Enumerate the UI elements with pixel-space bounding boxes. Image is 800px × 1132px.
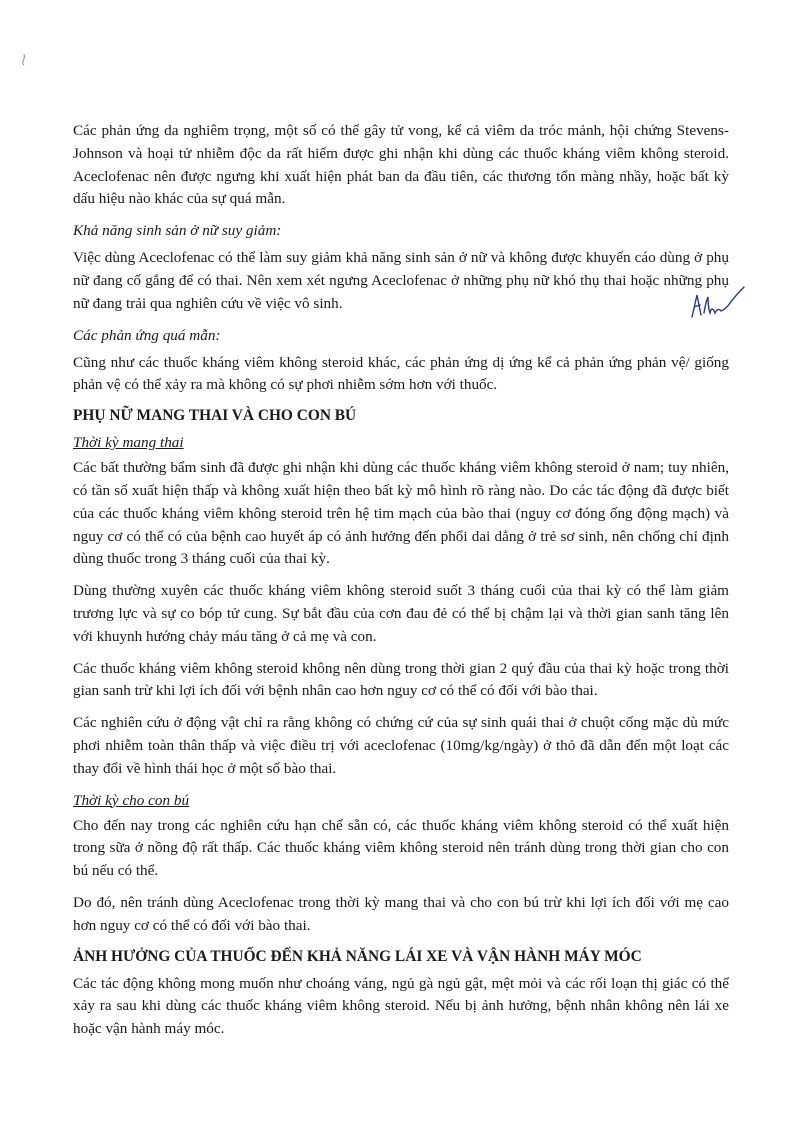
- paragraph-fertility: Việc dùng Aceclofenac có thể làm suy giảm khả năng sinh sản ở nữ và không được khuyến cáo dùng ở phụ nữ đang cố gắng để có thai. Nên xem xét ngưng Aceclofenac ở những phụ nữ khó thụ thai hoặc những phụ nữ đang trải qua nghiên cứu về việc vô sinh.: [73, 249, 729, 312]
- paragraph-skin-reactions: Các phản ứng da nghiêm trọng, một số có thể gây tử vong, kể cả viêm da tróc mảnh, hội chứng Stevens-Johnson và hoại tử nhiễm độc da rất hiếm được ghi nhận khi dùng các thuốc kháng viêm không steroid. Aceclofenac nên được ngưng khi xuất hiện phát ban da đầu tiên, các thương tổn màng nhầy, hoặc bất kỳ dấu hiệu nào khác của sự quá mẫn.: [73, 122, 729, 208]
- subheading-hypersensitivity: Các phản ứng quá mẫn:: [73, 326, 221, 344]
- paragraph-first-trimesters: Các thuốc kháng viêm không steroid không nên dùng trong thời gian 2 quý đầu của thai kỳ hoặc trong thời gian sanh trừ khi lợi ích đối với bệnh nhân cao hơn nguy cơ có thể có đối với bào thai.: [73, 659, 729, 700]
- paragraph-avoid-use: Do đó, nên tránh dùng Aceclofenac trong thời kỳ mang thai và cho con bú trừ khi lợi ích đối với mẹ cao hơn nguy cơ có thể có đối với bào thai.: [73, 893, 729, 934]
- paragraph-congenital: Các bất thường bẩm sinh đã được ghi nhận khi dùng các thuốc kháng viêm không steroid ở nam; tuy nhiên, có tần số xuất hiện thấp và không xuất hiện theo bất kỳ mô hình rõ ràng nào. Do các tác động đã được biết của các thuốc kháng viêm không steroid trên hệ tim mạch của bào thai (nguy cơ đóng ống động mạch) và nguy cơ có thể có của bệnh cao huyết áp có ảnh hưởng đến phổi dai dẳng ở trẻ sơ sinh, nên chống chỉ định dùng thuốc trong 3 tháng cuối của thai kỳ.: [73, 459, 729, 568]
- paragraph-animal-studies: Các nghiên cứu ở động vật chỉ ra rằng không có chứng cứ của sự sinh quái thai ở chuột cống mặc dù mức phơi nhiễm toàn thân thấp và việc điều trị với aceclofenac (10mg/kg/ngày) ở thỏ đã dẫn đến một loạt các thay đổi về hình thái học ở một số bào thai.: [73, 714, 729, 777]
- paragraph-third-trimester: Dùng thường xuyên các thuốc kháng viêm không steroid suốt 3 tháng cuối của thai kỳ có thể làm giảm trương lực và sự co bóp tử cung. Sự bắt đầu của cơn đau đẻ có thể bị chậm lại và thời gian sanh tăng lên với khuynh hướng chảy máu tăng ở cả mẹ và con.: [73, 582, 729, 645]
- subheading-lactation: Thời kỳ cho con bú: [73, 791, 190, 809]
- paragraph-driving: Các tác động không mong muốn như choáng váng, ngủ gà ngủ gật, mệt mỏi và các rối loạn thị giác có thể xảy ra sau khi dùng các thuốc kháng viêm không steroid. Nếu bị ảnh hưởng, bệnh nhân không nên lái xe hoặc vận hành máy móc.: [73, 974, 729, 1038]
- subheading-pregnancy: Thời kỳ mang thai: [73, 434, 184, 452]
- scan-mark: [20, 52, 28, 68]
- paragraph-hypersensitivity: Cũng như các thuốc kháng viêm không steroid khác, các phản ứng dị ứng kể cả phản ứng phản vệ/ giống phản vệ có thể xảy ra mà không có sự phơi nhiễm sớm hơn với thuốc.: [73, 353, 729, 394]
- document-body: [73, 120, 729, 1050]
- section-title-pregnancy: PHỤ NỮ MANG THAI VÀ CHO CON BÚ: [73, 407, 357, 425]
- paragraph-milk: Cho đến nay trong các nghiên cứu hạn chế sẵn có, các thuốc kháng viêm không steroid có thể xuất hiện trong sữa ở nồng độ rất thấp. Các thuốc kháng viêm không steroid nên tránh dùng trong thời gian cho con bú nếu có thể.: [73, 816, 729, 880]
- section-title-driving: ẢNH HƯỞNG CỦA THUỐC ĐẾN KHẢ NĂNG LÁI XE VÀ VẬN HÀNH MÁY MÓC: [73, 947, 642, 965]
- handwritten-signature: [688, 283, 748, 323]
- subheading-fertility: Khả năng sinh sản ở nữ suy giảm:: [73, 222, 282, 240]
